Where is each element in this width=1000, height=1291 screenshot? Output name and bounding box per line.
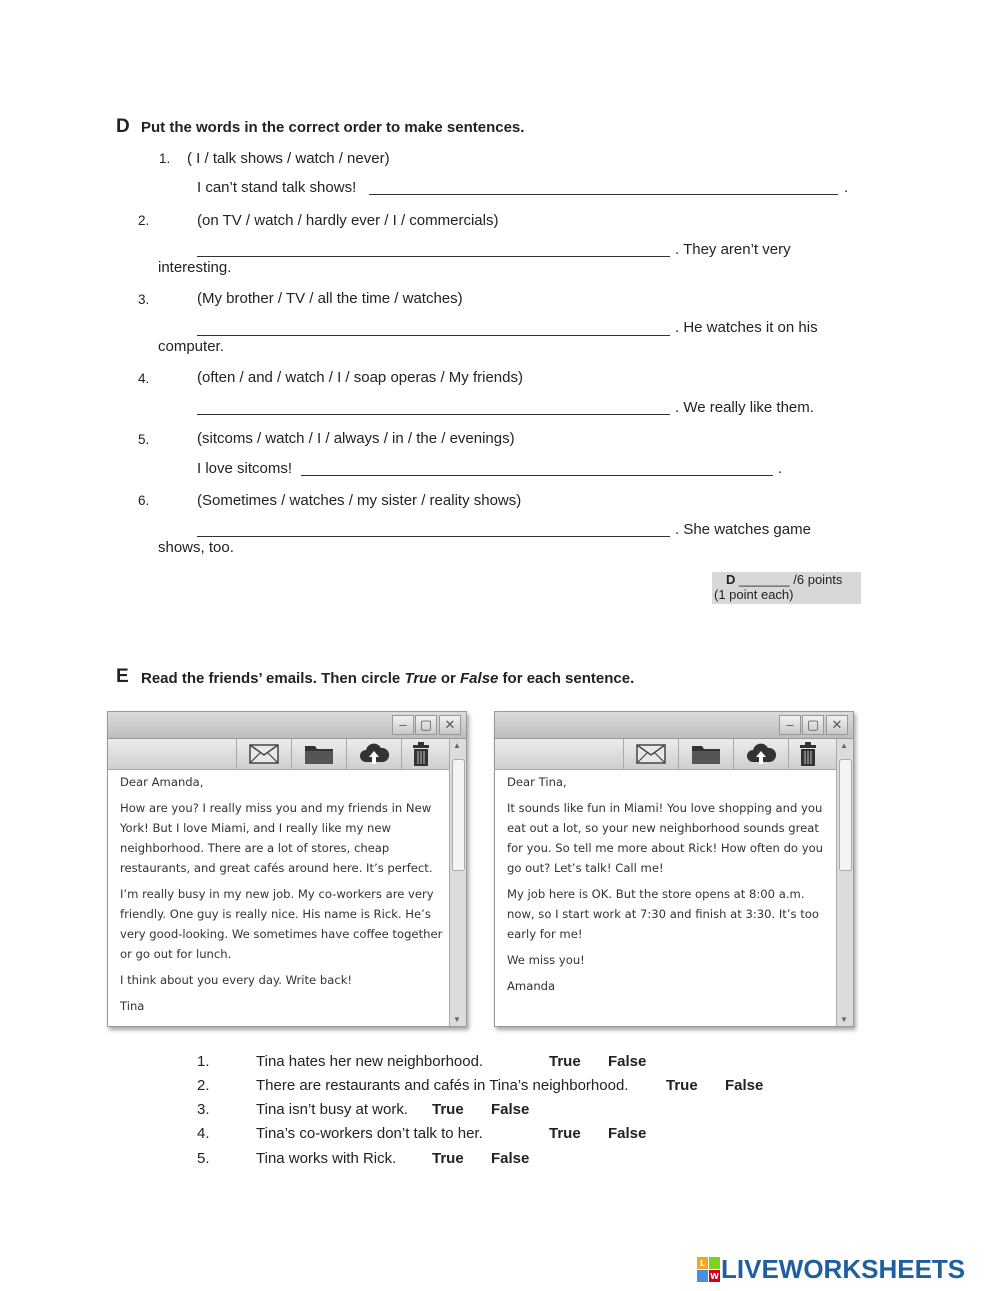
tf-statement: Tina works with Rick. [256, 1150, 397, 1167]
answer-blank-5[interactable] [301, 475, 773, 476]
tf-true-option[interactable] [432, 1101, 464, 1118]
item-prompt: (often / and / watch / I / soap operas / My friends) [197, 369, 523, 386]
email-body [507, 772, 831, 1026]
tf-false-option[interactable] [725, 1077, 763, 1094]
tf-statement: Tina isn’t busy at work. [256, 1101, 408, 1118]
item-prompt: (My brother / TV / all the time / watches) [197, 290, 463, 307]
answer-blank-2[interactable] [197, 256, 670, 257]
trash-icon[interactable] [401, 739, 440, 769]
section-d-letter: D [116, 116, 130, 137]
email-paragraph: My job here is OK. But the store opens at 8:00 a.m. now, so I start work at 7:30 and finish at 3:30. It’s too early for me! [507, 887, 819, 941]
email-paragraph: I think about you every day. Write back! [120, 973, 353, 987]
tf-false-option[interactable] [608, 1053, 646, 1070]
score-blank: _______ [739, 572, 790, 587]
answer-blank-3[interactable] [197, 335, 670, 336]
false-label: False [608, 1053, 647, 1070]
true-label: True [432, 1101, 464, 1118]
false-label: False [491, 1101, 530, 1118]
item-prompt: ( I / talk shows / watch / never) [187, 150, 390, 167]
tf-false-option[interactable] [608, 1125, 646, 1142]
trash-icon[interactable] [788, 739, 827, 769]
scrollbar[interactable] [449, 739, 466, 1026]
item-number: 6. [138, 493, 150, 508]
tf-statement: Tina’s co-workers don’t talk to her. [256, 1125, 483, 1142]
email-body [120, 772, 444, 1026]
item-text-after: . He watches it on his [675, 319, 818, 336]
minimize-icon[interactable]: – [392, 715, 414, 735]
scroll-thumb[interactable] [452, 759, 465, 871]
minimize-icon[interactable]: – [779, 715, 801, 735]
folder-icon[interactable] [291, 739, 346, 769]
tf-true-option[interactable] [549, 1053, 581, 1070]
email-signature: Amanda [507, 979, 556, 993]
item-text-after: . We really like them. [675, 399, 814, 416]
item-text-after: . She watches game [675, 521, 811, 538]
close-icon[interactable]: ✕ [439, 715, 461, 735]
item-continuation: interesting. [158, 259, 232, 276]
email-greeting: Dear Amanda, [120, 775, 204, 789]
badge-letter: L [699, 1258, 706, 1268]
false-label: False [491, 1150, 530, 1167]
tf-number: 4. [197, 1125, 210, 1142]
true-label: True [666, 1077, 698, 1094]
email-paragraph: How are you? I really miss you and my friends in New York! But I love Miami, and I really like my new neighborhood. There are a lot of stores, cheap restaurants, and great cafés around here. It’s perfect. [120, 801, 433, 875]
item-number: 3. [138, 292, 150, 307]
scroll-up-icon[interactable]: ▲ [840, 741, 848, 750]
email-paragraph: I’m really busy in my new job. My co-workers are very friendly. One guy is really nice. His name is Rick. He’s very good-looking. We sometimes have coffee together or go out for lunch. [120, 887, 443, 961]
section-e-letter: E [116, 666, 129, 687]
item-prompt: (sitcoms / watch / I / always / in / the / evenings) [197, 430, 515, 447]
instruction-part: for each sentence. [498, 670, 635, 687]
instruction-false: False [460, 670, 499, 687]
item-text-before: I love sitcoms! [197, 460, 293, 477]
item-number: 5. [138, 432, 150, 447]
scroll-up-icon[interactable]: ▲ [453, 741, 461, 750]
maximize-icon[interactable]: ▢ [415, 715, 437, 735]
close-icon[interactable]: ✕ [826, 715, 848, 735]
email-window-amanda [494, 711, 854, 1027]
maximize-icon[interactable]: ▢ [802, 715, 824, 735]
mail-icon[interactable] [623, 739, 678, 769]
email-greeting: Dear Tina, [507, 775, 567, 789]
item-number: 4. [138, 371, 150, 386]
item-text-after: . [778, 460, 783, 477]
tf-number: 5. [197, 1150, 210, 1167]
email-signature: Tina [120, 999, 145, 1013]
answer-blank-1[interactable] [369, 194, 838, 195]
scroll-down-icon[interactable]: ▼ [453, 1015, 461, 1024]
tf-statement: There are restaurants and cafés in Tina’s neighborhood. [256, 1077, 629, 1094]
score-box [712, 572, 861, 604]
cloud-upload-icon[interactable] [733, 739, 788, 769]
section-d-instruction: Put the words in the correct order to make sentences. [141, 119, 525, 136]
true-label: True [432, 1150, 464, 1167]
score-label: D [726, 572, 736, 587]
item-number: 1. [159, 151, 171, 166]
mail-icon[interactable] [236, 739, 291, 769]
item-prompt: (Sometimes / watches / my sister / reality shows) [197, 492, 522, 509]
instruction-part: Read the friends’ emails. Then circle [141, 670, 405, 687]
tf-number: 3. [197, 1101, 210, 1118]
score-points: /6 points [793, 572, 843, 587]
false-label: False [725, 1077, 764, 1094]
tf-false-option[interactable] [491, 1150, 529, 1167]
item-text-after: . [844, 179, 849, 196]
item-number: 2. [138, 213, 150, 228]
folder-icon[interactable] [678, 739, 733, 769]
answer-blank-4[interactable] [197, 414, 670, 415]
tf-number: 1. [197, 1053, 210, 1070]
scroll-down-icon[interactable]: ▼ [840, 1015, 848, 1024]
item-continuation: shows, too. [158, 539, 234, 556]
instruction-true: True [404, 670, 437, 687]
logo-text: LIVEWORKSHEETS [721, 1254, 966, 1284]
tf-false-option[interactable] [491, 1101, 529, 1118]
item-text-before: I can’t stand talk shows! [197, 179, 357, 196]
score-note: (1 point each) [714, 587, 794, 602]
liveworksheets-logo-icon [697, 1257, 721, 1283]
scroll-thumb[interactable] [839, 759, 852, 871]
tf-true-option[interactable] [666, 1077, 698, 1094]
scrollbar[interactable] [836, 739, 853, 1026]
true-label: True [549, 1125, 581, 1142]
item-continuation: computer. [158, 338, 224, 355]
cloud-upload-icon[interactable] [346, 739, 401, 769]
item-prompt: (on TV / watch / hardly ever / I / commercials) [197, 212, 499, 229]
liveworksheets-logo[interactable] [697, 1254, 965, 1285]
badge-letter: W [710, 1271, 719, 1281]
tf-true-option[interactable] [432, 1150, 464, 1167]
email-paragraph: It sounds like fun in Miami! You love shopping and you eat out a lot, so your new neighborhood sounds great for you. So tell me more about Rick! How often do you go out? Let’s talk! Call me! [507, 801, 824, 875]
true-label: True [549, 1053, 581, 1070]
email-paragraph: We miss you! [507, 953, 585, 967]
section-e-instruction [141, 670, 634, 687]
tf-true-option[interactable] [549, 1125, 581, 1142]
item-text-after: . They aren’t very [675, 241, 791, 258]
answer-blank-6[interactable] [197, 536, 670, 537]
false-label: False [608, 1125, 647, 1142]
tf-statement: Tina hates her new neighborhood. [256, 1053, 484, 1070]
instruction-part: or [436, 670, 461, 687]
tf-number: 2. [197, 1077, 210, 1094]
email-window-tina [107, 711, 467, 1027]
